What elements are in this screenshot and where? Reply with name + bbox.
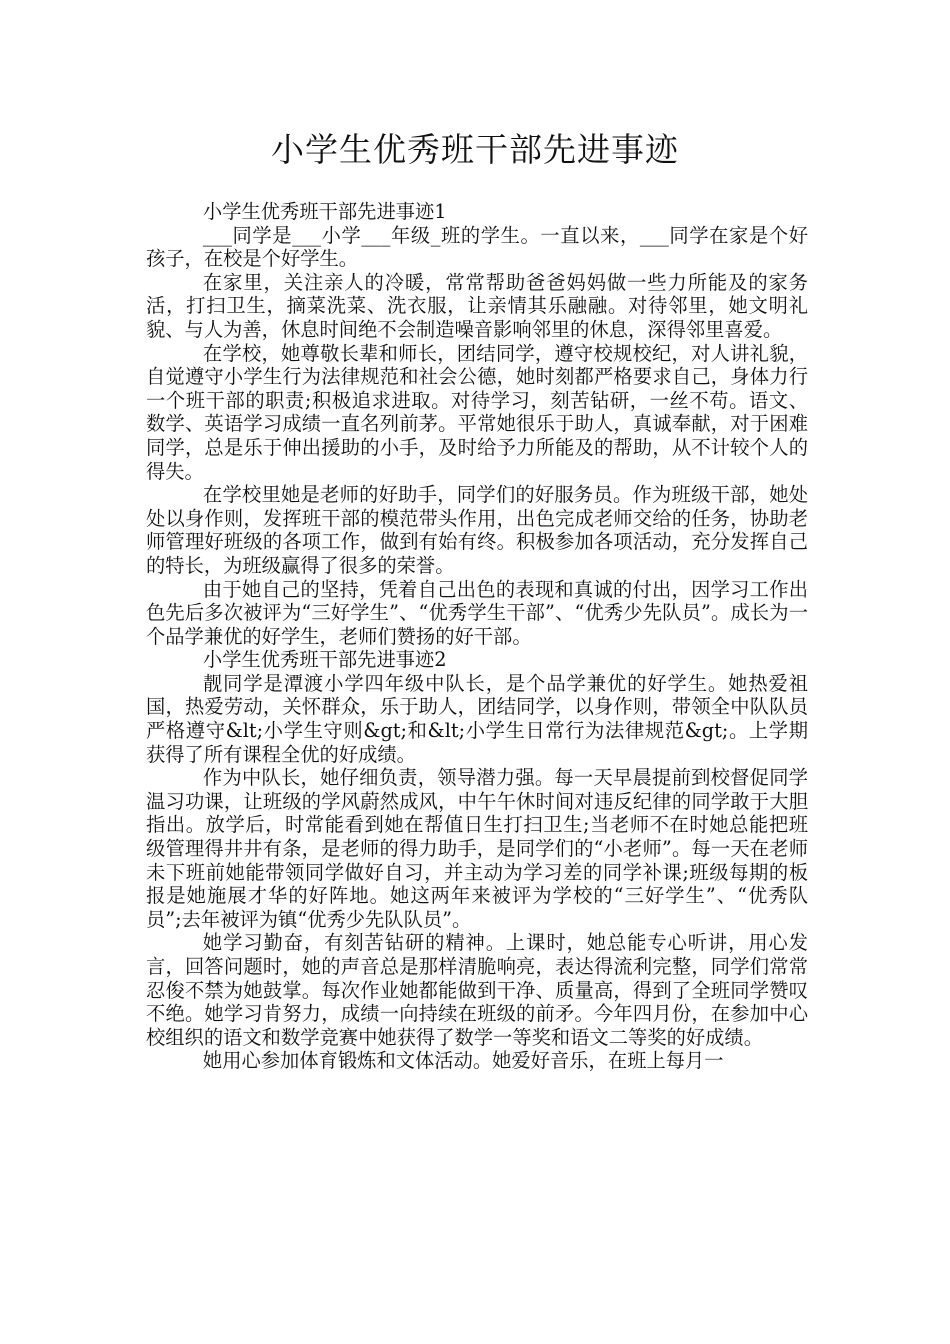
paragraph: 在学校里她是老师的好助手，同学们的好服务员。作为班级干部，她处处以身作则，发挥班干部的模范带头作用，出色完成老师交给的任务，协助老师管理好班级的各项工作，做到有始有终。积极参加各项活动，充分发挥自己的特长，为班级赢得了很多的荣誉。 xyxy=(146,483,808,577)
paragraph: 她用心参加体育锻炼和文体活动。她爱好音乐，在班上每月一 xyxy=(202,1049,724,1073)
document-body xyxy=(146,200,808,1073)
paragraph: 在家里，关注亲人的冷暖，常常帮助爸爸妈妈做一些力所能及的家务活，打扫卫生，摘菜洗菜、洗衣服，让亲情其乐融融。对待邻里，她文明礼貌、与人为善，休息时间绝不会制造噪音影响邻里的休息，深得邻里喜爱。 xyxy=(146,270,808,341)
section-heading-2: 小学生优秀班干部先进事迹2 xyxy=(202,648,447,672)
paragraph: 她学习勤奋，有刻苦钻研的精神。上课时，她总能专心听讲，用心发言，回答问题时，她的声音总是那样清脆响亮，表达得流利完整，同学们常常忍俊不禁为她鼓掌。每次作业她都能做到干净、质量高，得到了全班同学赞叹不绝。她学习肯努力，成绩一向持续在班级的前矛。今年四月份，在参加中心校组织的语文和数学竞赛中她获得了数学一等奖和语文二等奖的好成绩。 xyxy=(146,931,808,1049)
paragraph: 在学校，她尊敬长辈和师长，团结同学，遵守校规校纪，对人讲礼貌，自觉遵守小学生行为法律规范和社会公德，她时刻都严格要求自己，身体力行一个班干部的职责;积极追求进取。对待学习，刻苦钻研，一丝不苟。语文、数学、英语学习成绩一直名列前茅。平常她很乐于助人，真诚奉献，对于困难同学，总是乐于伸出援助的小手，及时给予力所能及的帮助，从不计较个人的得失。 xyxy=(146,341,808,483)
document-title: 小学生优秀班干部先进事迹 xyxy=(271,130,679,169)
paragraph: 由于她自己的坚持，凭着自己出色的表现和真诚的付出，因学习工作出色先后多次被评为“三好学生”、“优秀学生干部”、“优秀少先队员”。成长为一个品学兼优的好学生，老师们赞扬的好干部。 xyxy=(146,577,808,648)
paragraph: ___同学是___小学___年级_班的学生。一直以来，___同学在家是个好孩子，在校是个好学生。 xyxy=(146,223,808,271)
paragraph: 作为中队长，她仔细负责，领导潜力强。每一天早晨提前到校督促同学温习功课，让班级的学风蔚然成风，中午午休时间对违反纪律的同学敢于大胆指出。放学后，时常能看到她在帮值日生打扫卫生;当老师不在时她总能把班级管理得井井有条，是老师的得力助手，是同学们的“小老师”。每一天在老师未下班前她能带领同学做好自习，并主动为学习差的同学补课;班级每期的板报是她施展才华的好阵地。她这两年来被评为学校的“三好学生”、“优秀队员”;去年被评为镇“优秀少先队队员”。 xyxy=(146,766,808,931)
paragraph: 靓同学是潭渡小学四年级中队长，是个品学兼优的好学生。她热爱祖国，热爱劳动，关怀群众，乐于助人，团结同学，以身作则，带领全中队队员严格遵守&lt;小学生守则&gt;和&lt;小学生日常行为法律规范&gt;。上学期获得了所有课程全优的好成绩。 xyxy=(146,671,808,766)
section-heading-1: 小学生优秀班干部先进事迹1 xyxy=(202,200,447,223)
